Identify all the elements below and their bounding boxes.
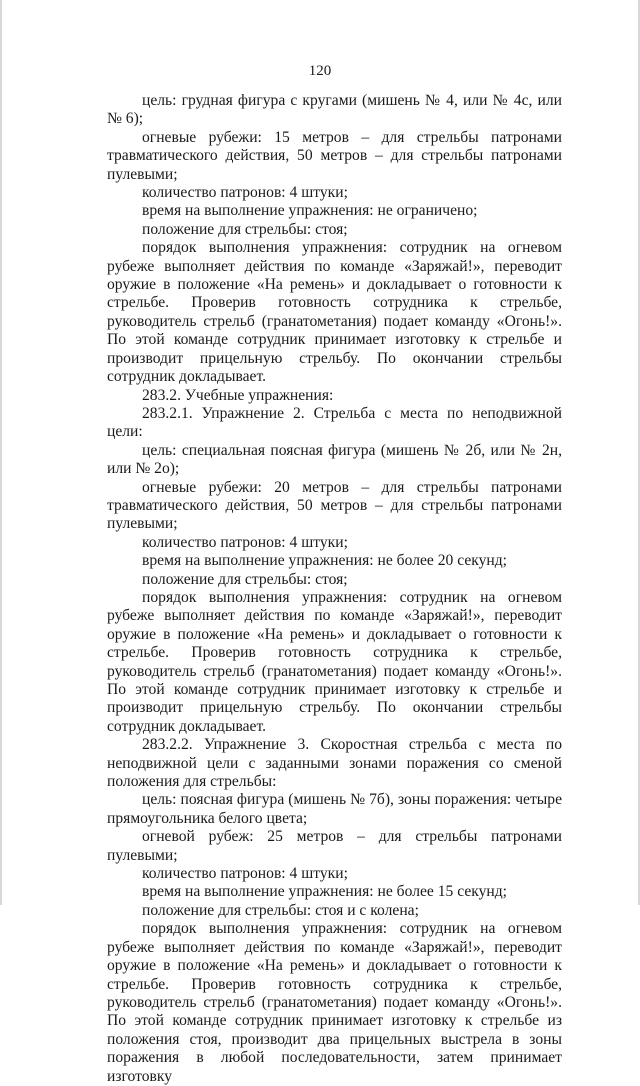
body-text [107,92,562,1086]
paragraph-position-1: положение для стрельбы: стоя; [142,220,348,238]
paragraph-procedure-2: порядок выполнения упражнения: сотрудник на огневом рубеже выполняет действия по команде «Заряжай!», переводит оружие в положение «На ремень» и докладывает о готовности к стрельбе. Проверив готовность сотрудника к стрельбе, руководитель стрельб (гранатометания) подает команду «Огонь!». По этой команде сотрудник принимает изготовку к стрельбе и производит прицельную стрельбу. По окончании стрельбы сотрудник докладывает. [107,588,562,735]
paragraph-time-limit-3: время на выполнение упражнения: не более 15 секунд; [142,883,508,901]
paragraph-time-limit-1: время на выполнение упражнения: не ограничено; [142,202,478,220]
paragraph-firing-lines-2: огневые рубежи: 20 метров – для стрельбы патронами травматического действия, 50 метров – для стрельбы патронами пулевыми; [107,478,562,533]
paragraph-position-2: положение для стрельбы: стоя; [142,570,348,588]
paragraph-procedure-1: порядок выполнения упражнения: сотрудник на огневом рубеже выполняет действия по команде «Заряжай!», переводит оружие в положение «На ремень» и докладывает о готовности к стрельбе. Проверив готовность сотрудника к стрельбе, руководитель стрельб (гранатометания) подает команду «Огонь!». По этой команде сотрудник принимает изготовку к стрельбе и производит прицельную стрельбу. По окончании стрельбы сотрудник докладывает. [107,239,562,386]
paragraph-firing-line-3: огневой рубеж: 25 метров – для стрельбы патронами пулевыми; [107,828,562,864]
paragraph-target-2: цель: специальная поясная фигура (мишень № 2б, или № 2н, или № 2о); [107,441,562,478]
paragraph-ammo-count-2: количество патронов: 4 штуки; [142,533,348,551]
paragraph-firing-lines-1: огневые рубежи: 15 метров – для стрельбы патронами травматического действия, 50 метров – для стрельбы патронами пулевыми; [107,128,562,183]
paragraph-ammo-count-3: количество патронов: 4 штуки; [142,865,348,883]
exercise-heading-3: 283.2.2. Упражнение 3. Скоростная стрельба с места по неподвижной цели с заданными зонами поражения со сменой положения для стрельбы: [107,736,562,791]
page-number: 120 [308,63,332,79]
paragraph-procedure-3: порядок выполнения упражнения: сотрудник на огневом рубеже выполняет действия по команде «Заряжай!», переводит оружие в положение «На ремень» и докладывает о готовности к стрельбе. Проверив готовность сотрудника к стрельбе, руководитель стрельб (гранатометания) подает команду «Огонь!». По этой команде сотрудник принимает изготовку к стрельбе из положения стоя, производит два прицельных выстрела в зоны поражения в любой последовательности, затем принимает изготовку [107,920,562,1085]
scan-edge-left [0,0,2,905]
paragraph-time-limit-2: время на выполнение упражнения: не более 20 секунд; [142,552,508,570]
paragraph-position-3: положение для стрельбы: стоя и с колена; [142,901,419,919]
paragraph-target-3: цель: поясная фигура (мишень № 7б), зоны поражения: четыре прямоугольника белого цвета; [107,791,562,827]
exercise-heading-2: 283.2.1. Упражнение 2. Стрельба с места по неподвижной цели: [107,404,562,441]
paragraph-ammo-count-1: количество патронов: 4 штуки; [142,184,348,202]
section-heading-training: 283.2. Учебные упражнения: [142,386,334,404]
paragraph-target-1: цель: грудная фигура с кругами (мишень № 4, или № 4с, или № 6); [107,92,562,128]
